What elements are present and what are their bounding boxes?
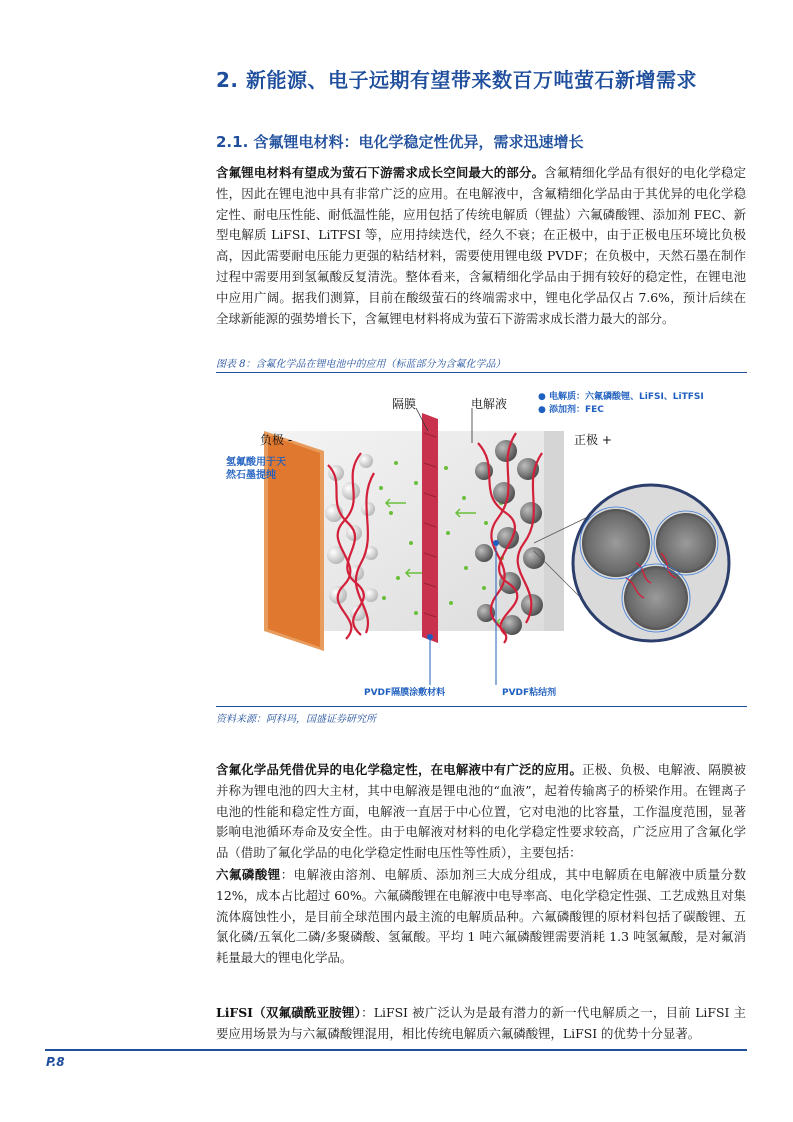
- note-additive-text: 添加剂：FEC: [549, 405, 604, 415]
- paragraph-lead: 含氟锂电材料有望成为萤石下游需求成长空间最大的部分。: [216, 165, 545, 180]
- note-electrolyte: ● 电解质：六氟磷酸锂、LiFSI、LiTFSI: [538, 392, 704, 402]
- page-number: P.8: [46, 1055, 65, 1069]
- figure-caption: 图表 8：含氟化学品在锂电池中的应用（标蓝部分为含氟化学品）: [216, 359, 506, 370]
- label-electrolyte: 电解液: [471, 397, 508, 411]
- zoom-particle-2: [656, 513, 716, 573]
- note-anode-line1: 氢氟酸用于天: [226, 457, 286, 468]
- paragraph-lead: LiFSI（双氟磺酰亚胺锂）: [216, 1005, 362, 1020]
- paragraph-body: 正极、负极、电解液、隔膜被并称为锂电池的四大主材，其中电解液是锂电池的“血液”，起着传输离子的桥梁作用。在锂离子电池的性能和稳定性方面，电解液一直居于中心位置，它对电池的比容量，工作温度范围，显著影响电池循环寿命及安全性。由于电解液对材料的电化学稳定性要求较高，广泛应用了含氟化学品（借助了氟化学品的电化学稳定性耐电压性等性质），主要包括：: [216, 762, 747, 861]
- paragraph-body: ：电解液由溶剂、电解质、添加剂三大成分组成，其中电解质在电解液中质量分数 12%，成本占比超过 60%。六氟磷酸锂在电解液中电导率高、电化学稳定性强、工艺成熟且对集流体腐蚀性小，是目前全球范围内最主流的电解质品种。六氟磷酸锂的原材料包括了碳酸锂、五氯化磷/五氧化二磷/多聚磷酸、氢氟酸。平均 1 吨六氟磷酸锂需要消耗 1.3 吨氢氟酸，是对氟消耗量最大的锂电化学品。: [216, 867, 747, 966]
- label-separator: 隔膜: [392, 397, 417, 411]
- zoom-particle-3: [624, 566, 688, 630]
- label-cathode: 正极 +: [574, 433, 612, 447]
- label-anode: 负极 -: [260, 433, 293, 447]
- note-anode-line2: 然石墨提纯: [226, 470, 276, 481]
- paragraph-lipf6: [216, 865, 746, 969]
- paragraph-lifsi: [216, 1003, 746, 1045]
- battery-diagram: [216, 373, 747, 706]
- separator: [422, 413, 438, 643]
- paragraph-electrolyte: [216, 760, 746, 864]
- note-additive: ● 添加剂：FEC: [538, 405, 604, 415]
- note-electrolyte-text: 电解质：六氟磷酸锂、LiFSI、LiTFSI: [549, 392, 704, 402]
- subsection-heading: 2.1. 含氟锂电材料：电化学稳定性优异，需求迅速增长: [216, 133, 584, 151]
- paragraph-body: ：LiFSI 被广泛认为是最有潜力的新一代电解质之一，目前 LiFSI 主要应用场景为与六氟磷酸锂混用，相比传统电解质六氟磷酸锂，LiFSI 的优势十分显著。: [216, 1005, 746, 1041]
- paragraph-intro: [216, 163, 746, 329]
- source-rule: [216, 706, 747, 707]
- pvdf-coating-dot: [427, 634, 433, 640]
- section-heading: 2. 新能源、电子远期有望带来数百万吨萤石新增需求: [216, 68, 697, 92]
- note-pvdf-coating: PVDF隔膜涂敷材料: [364, 688, 446, 698]
- figure-source: 资料来源：阿科玛，国盛证券研究所: [216, 714, 376, 725]
- cathode-collector: [544, 431, 564, 631]
- paragraph-lead: 六氟磷酸锂: [216, 867, 281, 882]
- paragraph-lead: 含氟化学品凭借优异的电化学稳定性，在电解液中有广泛的应用。: [216, 762, 583, 777]
- pvdf-binder-dot: [493, 540, 499, 546]
- paragraph-body: 含氟精细化学品有很好的电化学稳定性，因此在锂电池中具有非常广泛的应用。在电解液中，含氟精细化学品由于其优异的电化学稳定性、耐电压性能、耐低温性能，应用包括了传统电解质（锂盐）六氟磷酸锂、添加剂 FEC、新型电解质 LiFSI、LiTFSI 等，应用持续迭代，经久不衰；在正极中，由于正极电压环境比负极高，因此需要耐电压能力更强的粘结材料，需要使用锂电级 PVDF；在负极中，天然石墨在制作过程中需要用到氢氟酸反复清洗。整体看来，含氟精细化学品由于拥有较好的稳定性，在锂电池中应用广阔。据我们测算，目前在酸级萤石的终端需求中，锂电化学品仅占 7.6%，预计后续在全球新能源的强势增长下，含氟锂电材料将成为萤石下游需求成长潜力最大的部分。: [216, 165, 747, 326]
- battery-diagram-svg: [216, 373, 747, 706]
- footer-rule: [45, 1049, 747, 1051]
- note-pvdf-binder: PVDF粘结剂: [502, 688, 557, 698]
